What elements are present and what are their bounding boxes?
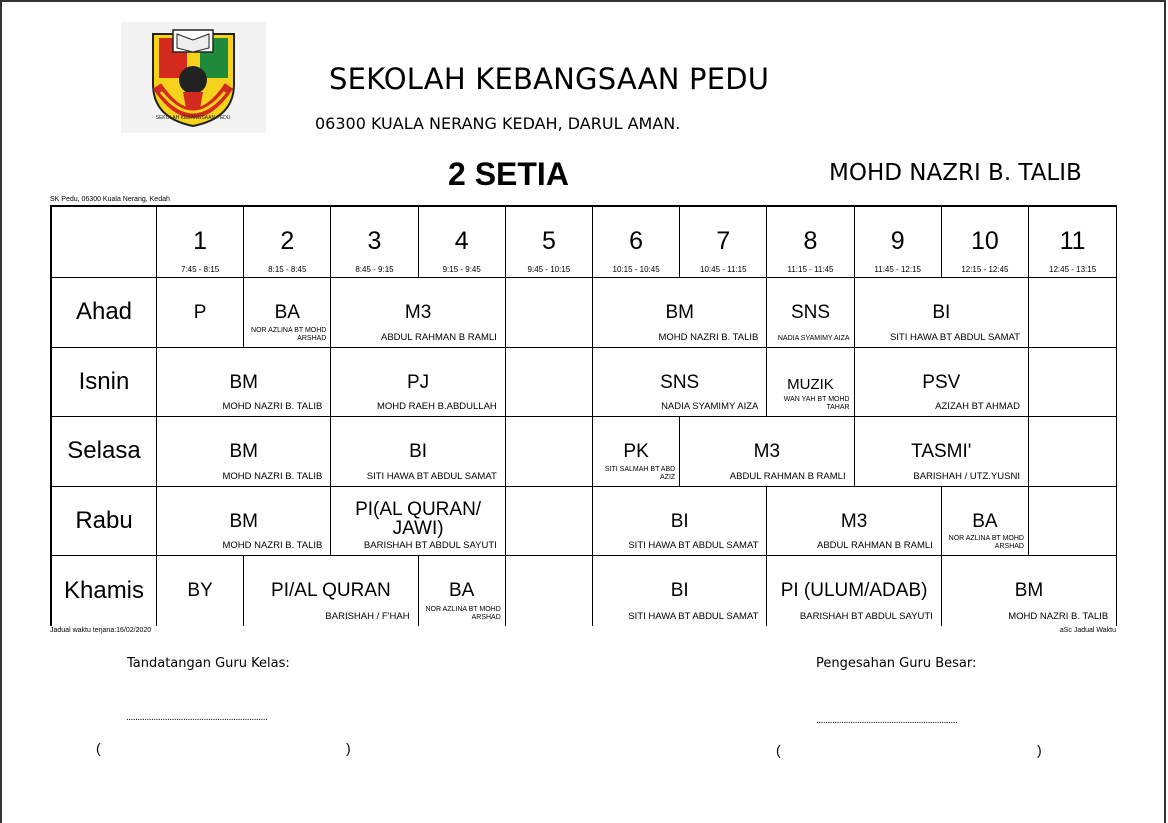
- lesson-cell: [942, 487, 1029, 557]
- lesson-teacher: MOHD RAEH B.ABDULLAH: [376, 401, 497, 413]
- period-time: 10:45 - 11:15: [700, 265, 747, 274]
- period-time: 7:45 - 8:15: [180, 265, 220, 274]
- lesson-subject: MUZIK: [787, 375, 834, 393]
- lesson-cell: [855, 278, 1029, 348]
- lesson-teacher: ABDUL RAHMAN B RAMLI: [817, 540, 933, 552]
- headmaster-paren-close: ): [1037, 742, 1042, 758]
- lesson-subject: PI (ULUM/ADAB): [780, 580, 928, 602]
- lesson-subject: PI/AL QURAN: [271, 580, 391, 602]
- period-header-cell: [767, 207, 854, 278]
- class-teacher-paren-open: (: [96, 740, 101, 756]
- lesson-subject: BM: [229, 510, 258, 532]
- lesson-teacher: MOHD NAZRI B. TALIB: [222, 470, 323, 482]
- grid-corner-cell: [52, 207, 157, 278]
- lesson-cell: [1029, 417, 1116, 487]
- period-header-cell: [942, 207, 1029, 278]
- lesson-cell: [767, 278, 854, 348]
- period-number: 11: [1059, 227, 1086, 255]
- lesson-teacher: AZIZAH BT AHMAD: [935, 401, 1020, 413]
- period-number: 2: [280, 227, 295, 255]
- lesson-cell: [157, 487, 331, 557]
- lesson-cell: [157, 417, 331, 487]
- lesson-teacher: BARISHAH / F'HAH: [325, 610, 410, 622]
- lesson-cell: [331, 278, 505, 348]
- lesson-teacher: SITI HAWA BT ABDUL SAMAT: [366, 470, 497, 482]
- school-address: 06300 KUALA NERANG KEDAH, DARUL AMAN.: [315, 114, 681, 133]
- period-header-cell: [157, 207, 244, 278]
- period-header-cell: [506, 207, 593, 278]
- period-time: 12:15 - 12:45: [961, 265, 1009, 274]
- lesson-teacher: BARISHAH BT ABDUL SAYUTI: [363, 540, 497, 552]
- period-header-cell: [419, 207, 506, 278]
- lesson-cell: [506, 417, 593, 487]
- lesson-cell: [1029, 278, 1116, 348]
- lesson-teacher: BARISHAH BT ABDUL SAYUTI: [799, 610, 933, 622]
- lesson-subject: P: [193, 302, 207, 323]
- lesson-subject: BM: [229, 441, 258, 463]
- lesson-teacher: NOR AZLINA BT MOHD ARSHAD: [251, 326, 327, 342]
- lesson-subject: BM: [665, 302, 694, 323]
- period-number: 1: [193, 227, 208, 255]
- lesson-cell: [593, 556, 767, 626]
- lesson-subject: SNS: [790, 302, 831, 323]
- period-time: 10:15 - 10:45: [612, 265, 660, 274]
- lesson-subject: BM: [1014, 580, 1044, 602]
- lesson-subject: M3: [840, 510, 868, 532]
- lesson-cell: [506, 487, 593, 557]
- lesson-teacher: MOHD NAZRI B. TALIB: [1008, 610, 1109, 622]
- lesson-cell: [506, 278, 593, 348]
- day-name: Khamis: [63, 577, 145, 605]
- software-note: aSc Jadual Waktu: [1059, 627, 1116, 634]
- day-label-cell: [52, 487, 157, 557]
- period-time: 9:15 - 9:45: [442, 265, 481, 274]
- lesson-teacher: WAN YAH BT MOHD TAHAR: [783, 396, 850, 412]
- lesson-teacher: NADIA SYAMIMY AIZA: [661, 401, 759, 413]
- school-crest-icon: [121, 22, 266, 133]
- day-name: Rabu: [75, 507, 133, 535]
- headmaster-signature-line: ..............................................................: [816, 715, 958, 726]
- lesson-cell: [331, 487, 505, 557]
- period-header-cell: [331, 207, 418, 278]
- period-time: 8:15 - 8:45: [268, 265, 307, 274]
- lesson-teacher: NADIA SYAMIMY AIZA: [777, 334, 850, 342]
- lesson-teacher: ABDUL RAHMAN B RAMLI: [381, 331, 497, 343]
- lesson-subject: M3: [404, 302, 432, 323]
- lesson-cell: [855, 417, 1029, 487]
- class-teacher-paren-close: ): [346, 740, 351, 756]
- day-name: Selasa: [67, 437, 141, 465]
- period-time: 11:15 - 11:45: [787, 265, 834, 274]
- period-header-cell: [680, 207, 767, 278]
- lesson-teacher: ABDUL RAHMAN B RAMLI: [729, 470, 846, 482]
- lesson-cell: [1029, 487, 1116, 557]
- headmaster-paren-open: (: [776, 742, 781, 758]
- lesson-cell: [506, 556, 593, 626]
- period-time: 11:45 - 12:15: [874, 265, 921, 274]
- lesson-subject: BI: [670, 580, 689, 602]
- period-number: 10: [970, 227, 999, 255]
- lesson-subject: PI(AL QURAN/ JAWI): [355, 498, 482, 539]
- day-name: Isnin: [78, 367, 130, 395]
- lesson-cell: [680, 417, 854, 487]
- lesson-cell: [244, 278, 331, 348]
- lesson-cell: [157, 278, 244, 348]
- lesson-cell: [942, 556, 1116, 626]
- lesson-subject: BA: [274, 302, 300, 323]
- class-name: 2 SETIA: [448, 156, 569, 192]
- lesson-cell: [331, 348, 505, 418]
- lesson-teacher: NOR AZLINA BT MOHD ARSHAD: [425, 605, 501, 621]
- lesson-teacher: SITI SALMAH BT ABD AZIZ: [604, 465, 676, 481]
- period-header-cell: [1029, 207, 1116, 278]
- day-label-cell: [52, 278, 157, 348]
- timetable-grid: [50, 205, 1117, 626]
- lesson-subject: BI: [932, 302, 951, 323]
- headmaster-approval-label: Pengesahan Guru Besar:: [816, 656, 977, 671]
- lesson-cell: [593, 348, 767, 418]
- lesson-cell: [593, 278, 767, 348]
- lesson-cell: [767, 487, 941, 557]
- period-number: 7: [716, 227, 731, 255]
- period-number: 6: [629, 227, 644, 255]
- day-label-cell: [52, 417, 157, 487]
- period-time: 9:45 - 10:15: [527, 265, 571, 274]
- lesson-subject: BA: [972, 510, 998, 532]
- lesson-subject: M3: [753, 441, 781, 463]
- class-teacher-name: MOHD NAZRI B. TALIB: [829, 160, 1082, 186]
- lesson-cell: [767, 556, 941, 626]
- lesson-cell: [331, 417, 505, 487]
- class-teacher-signature-line: ..............................................................: [126, 712, 268, 723]
- period-number: 9: [890, 227, 905, 255]
- lesson-teacher: MOHD NAZRI B. TALIB: [222, 540, 323, 552]
- lesson-subject: BY: [187, 580, 213, 602]
- lesson-cell: [157, 556, 244, 626]
- school-logo: [121, 22, 266, 133]
- school-name: SEKOLAH KEBANGSAAN PEDU: [329, 62, 770, 96]
- period-header-cell: [855, 207, 942, 278]
- top-note: SK Pedu, 06300 Kuala Nerang, Kedah: [50, 196, 170, 203]
- day-name: Ahad: [75, 298, 133, 326]
- lesson-teacher: SITI HAWA BT ABDUL SAMAT: [628, 610, 759, 622]
- lesson-subject: SNS: [660, 371, 700, 393]
- lesson-subject: BI: [409, 441, 428, 463]
- period-number: 4: [454, 227, 469, 255]
- lesson-cell: [506, 348, 593, 418]
- lesson-subject: BA: [449, 580, 475, 602]
- lesson-teacher: SITI HAWA BT ABDUL SAMAT: [628, 540, 759, 552]
- period-time: 8:45 - 9:15: [355, 265, 394, 274]
- period-header-cell: [593, 207, 680, 278]
- lesson-teacher: MOHD NAZRI B. TALIB: [222, 401, 323, 413]
- period-number: 5: [541, 227, 556, 255]
- lesson-teacher: MOHD NAZRI B. TALIB: [658, 331, 759, 343]
- period-number: 8: [803, 227, 818, 255]
- logo-motto: SEKOLAH KEBANGSAAN PEDU: [155, 115, 231, 121]
- lesson-subject: PK: [623, 441, 649, 463]
- lesson-cell: [157, 348, 331, 418]
- lesson-subject: PSV: [922, 371, 961, 393]
- lesson-cell: [419, 556, 506, 626]
- lesson-teacher: BARISHAH / UTZ.YUSNI: [913, 470, 1020, 482]
- lesson-cell: [593, 417, 680, 487]
- day-label-cell: [52, 348, 157, 418]
- day-label-cell: [52, 556, 157, 626]
- generated-date-note: Jadual waktu terjana:16/02/2020: [50, 627, 152, 634]
- lesson-cell: [767, 348, 854, 418]
- lesson-cell: [1029, 348, 1116, 418]
- period-number: 3: [367, 227, 382, 255]
- lesson-subject: BI: [670, 510, 689, 532]
- period-time: 12:45 - 13:15: [1049, 265, 1097, 274]
- lesson-subject: BM: [229, 371, 258, 393]
- lesson-cell: [593, 487, 767, 557]
- period-header-cell: [244, 207, 331, 278]
- lesson-teacher: NOR AZLINA BT MOHD ARSHAD: [948, 535, 1024, 551]
- lesson-cell: [244, 556, 418, 626]
- lesson-subject: TASMI': [911, 441, 972, 463]
- class-teacher-signature-label: Tandatangan Guru Kelas:: [127, 656, 290, 671]
- lesson-subject: PJ: [406, 371, 430, 393]
- lesson-teacher: SITI HAWA BT ABDUL SAMAT: [889, 331, 1020, 343]
- lesson-cell: [855, 348, 1029, 418]
